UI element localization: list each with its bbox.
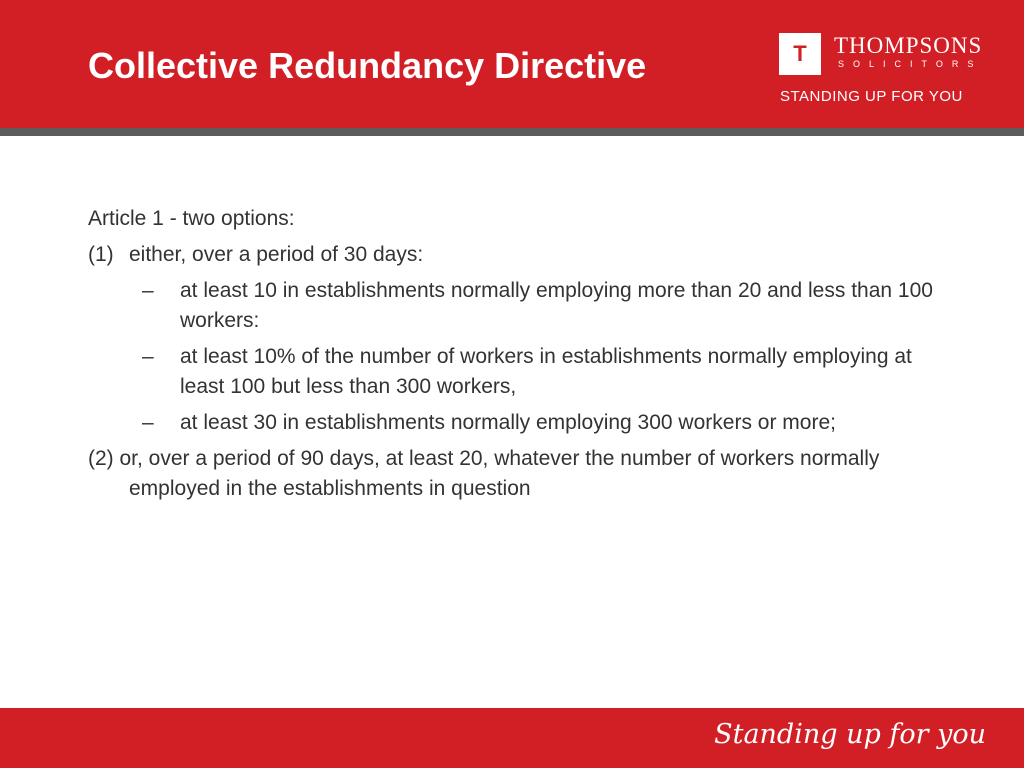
list-item — [88, 342, 948, 402]
list-item — [88, 408, 948, 438]
dash-bullet-icon: – — [142, 411, 154, 434]
brand-name: THOMPSONS — [834, 33, 983, 58]
logo-letter: T — [793, 41, 807, 66]
dash-bullet-icon: – — [142, 279, 154, 302]
list-item — [88, 276, 948, 336]
thompsons-logo-icon — [779, 33, 821, 75]
option-2: (2) or, over a period of 90 days, at least 20, whatever the number of workers normally employed in the establishments in question — [88, 447, 880, 500]
list-item-text: at least 30 in establishments normally employing 300 workers or more; — [180, 411, 836, 434]
brand-tagline: STANDING UP FOR YOU — [780, 88, 963, 105]
option-1-text: either, over a period of 30 days: — [129, 243, 424, 266]
intro-line: Article 1 - two options: — [88, 207, 295, 230]
header-divider — [0, 128, 1024, 136]
option-1 — [88, 240, 948, 270]
footer-bar — [0, 708, 1024, 768]
list-item-text: at least 10% of the number of workers in establishments normally employing at least 100 but less than 300 workers, — [180, 345, 912, 398]
brand-subname: SOLICITORS — [838, 59, 983, 69]
slide-body — [88, 204, 948, 504]
option-1-number: (1) — [88, 243, 114, 266]
footer-tagline: Standing up for you — [714, 719, 986, 750]
dash-bullet-icon: – — [142, 345, 154, 368]
slide-title: Collective Redundancy Directive — [88, 45, 647, 86]
list-item-text: at least 10 in establishments normally employing more than 20 and less than 100 workers: — [180, 279, 933, 332]
header-bar — [0, 0, 1024, 128]
